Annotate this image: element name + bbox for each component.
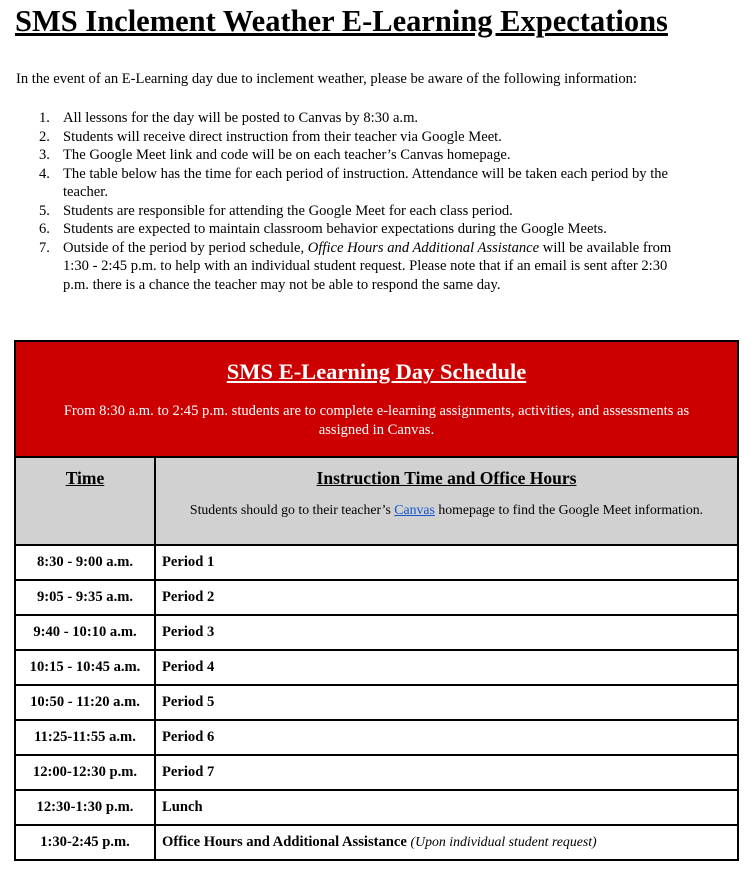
schedule-title: SMS E-Learning Day Schedule (226, 359, 527, 384)
page-title: SMS Inclement Weather E-Learning Expectations (15, 4, 668, 38)
list-item (17, 109, 732, 128)
list-item-text: Students will receive direct instruction from their teacher via Google Meet. (63, 128, 502, 145)
time-cell: 12:30-1:30 p.m. (15, 790, 155, 825)
period-cell (155, 825, 738, 860)
column-note-text: homepage to find the Google Meet information. (434, 502, 704, 517)
period-cell: Period 7 (155, 755, 738, 790)
list-item-text: The table below has the time for each period of instruction. Attendance will be taken each period by the (63, 165, 669, 182)
list-item-text: 1:30 - 2:45 p.m. to help with an individual student request. Please note that if an email is sent after 2:30 (63, 258, 668, 274)
intro-text: In the event of an E-Learning day due to inclement weather, please be aware of the following information: (16, 71, 638, 87)
time-cell: 10:50 - 11:20 a.m. (15, 685, 155, 720)
schedule-subtitle (28, 402, 725, 440)
list-item (17, 202, 732, 221)
list-number: 3. (39, 147, 50, 163)
list-item-text: Students are expected to maintain classroom behavior expectations during the Google Meets. (63, 221, 607, 237)
time-cell: 8:30 - 9:00 a.m. (15, 545, 155, 580)
table-row (15, 720, 738, 755)
time-cell: 9:05 - 9:35 a.m. (15, 580, 155, 615)
list-number: 4. (39, 165, 50, 182)
list-item (17, 165, 732, 202)
column-header-instruction (155, 457, 738, 545)
table-row (15, 545, 738, 580)
column-note (156, 502, 737, 518)
period-cell: Period 2 (155, 580, 738, 615)
list-item (17, 146, 732, 165)
column-note-text: Students should go to their teacher’s (189, 502, 395, 517)
column-header-label: Time (65, 468, 105, 488)
list-item (17, 220, 732, 239)
time-cell: 10:15 - 10:45 a.m. (15, 650, 155, 685)
table-row (15, 825, 738, 860)
list-item-text: will be available from (539, 239, 672, 256)
time-cell: 11:25-11:55 a.m. (15, 720, 155, 755)
column-header-time (15, 457, 155, 545)
list-item-text: Outside of the period by period schedule, (63, 239, 308, 256)
list-item (17, 239, 732, 295)
list-number: 7. (39, 239, 50, 256)
list-item-text: All lessons for the day will be posted to Canvas by 8:30 a.m. (63, 110, 419, 126)
period-cell: Period 4 (155, 650, 738, 685)
time-cell: 1:30-2:45 p.m. (15, 825, 155, 860)
table-row (15, 650, 738, 685)
list-item-text: p.m. there is a chance the teacher may not be able to respond the same day. (63, 276, 501, 293)
table-row (15, 615, 738, 650)
time-cell: 9:40 - 10:10 a.m. (15, 615, 155, 650)
schedule-subtitle-line: From 8:30 a.m. to 2:45 p.m. students are to complete e-learning assignments, activities, and assessments as (63, 403, 690, 419)
expectations-list (17, 109, 732, 294)
list-number: 2. (39, 128, 50, 145)
list-number: 5. (39, 202, 50, 219)
schedule-header (15, 341, 738, 457)
period-cell: Period 5 (155, 685, 738, 720)
period-cell: Period 1 (155, 545, 738, 580)
period-note: (Upon individual student request) (410, 834, 597, 849)
canvas-link[interactable]: Canvas (394, 502, 435, 517)
time-cell: 12:00-12:30 p.m. (15, 755, 155, 790)
column-header-label: Instruction Time and Office Hours (316, 468, 577, 488)
schedule-subtitle-line: assigned in Canvas. (318, 422, 435, 438)
schedule-table (14, 340, 739, 861)
list-item-text: The Google Meet link and code will be on each teacher’s Canvas homepage. (63, 147, 511, 163)
list-item-italic: Office Hours and Additional Assistance (307, 239, 540, 256)
table-row (15, 580, 738, 615)
table-row (15, 755, 738, 790)
period-cell: Period 3 (155, 615, 738, 650)
table-row (15, 685, 738, 720)
table-row (15, 790, 738, 825)
list-item-text: Students are responsible for attending the Google Meet for each class period. (63, 202, 513, 219)
period-cell: Period 6 (155, 720, 738, 755)
list-number: 1. (39, 110, 50, 126)
list-item (17, 128, 732, 147)
period-label: Office Hours and Additional Assistance (162, 834, 407, 850)
period-cell: Lunch (155, 790, 738, 825)
list-item-text: teacher. (63, 184, 108, 200)
list-number: 6. (39, 221, 50, 237)
